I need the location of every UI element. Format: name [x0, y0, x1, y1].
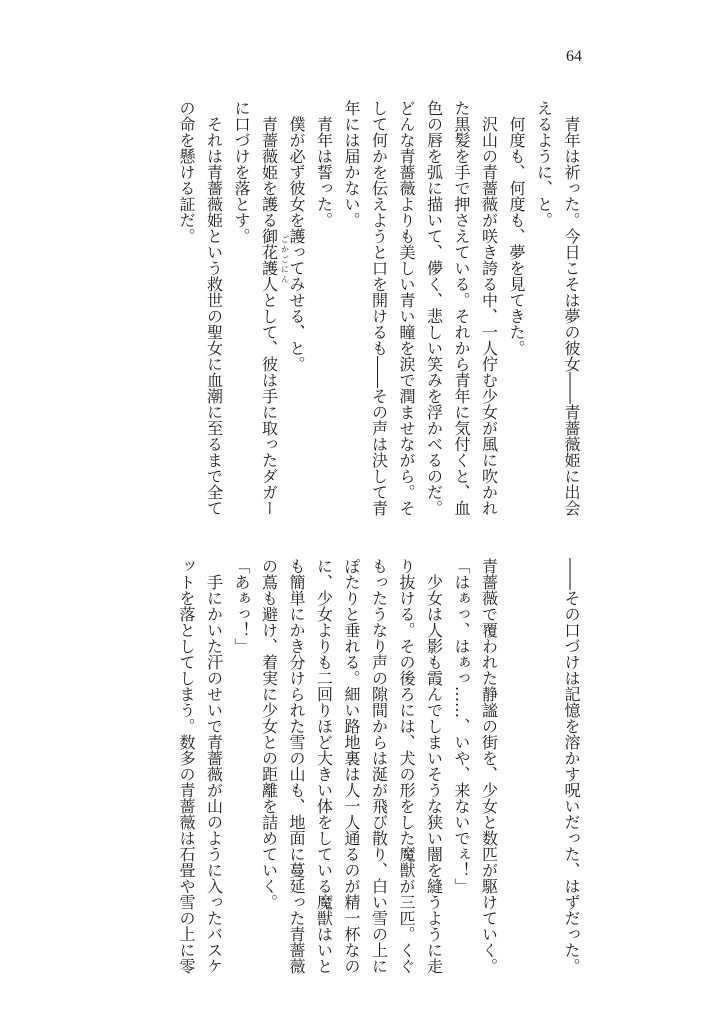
text-segment: 青薔薇姫を護る	[259, 116, 279, 228]
text-column: もったうなり声の隙間からは涎が飛び散り、白い雪の上に	[369, 558, 389, 974]
text-column: の命を懸ける証だ。	[177, 100, 196, 244]
text-column: も簡単にかき分けられた雪の山も、地面に蔓延った青薔薇	[287, 558, 306, 974]
upper-tier	[0, 100, 721, 540]
text-column: 「はぁっ、はぁっ……、いや、来ないでぇ！」	[452, 558, 471, 894]
text-column: それは青薔薇姫という救世の聖女に血潮に至るまで全て	[204, 116, 224, 516]
ruby-group	[259, 228, 290, 292]
text-column: 年には届かない。	[342, 100, 361, 228]
text-column: 少女は人影も霞んでしまいそうな狭い闇を縫うように走	[424, 574, 444, 974]
text-column: に口づけを落とす。	[232, 100, 251, 244]
text-segment: として、彼は手に取ったダガー	[259, 292, 279, 516]
text-column: ぽたりと垂れる。細い路地裏は人一人通るのが精一杯なの	[342, 558, 361, 974]
text-column: 何度も、何度も、夢を見てきた。	[507, 116, 526, 356]
page-number: 64	[566, 48, 582, 65]
text-column: 色の唇を弧に描いて、儚く、悲しい笑みを浮かべるのだ。	[424, 100, 444, 516]
text-column: た黒髪を手で押さえている。それから青年に気付くと、血	[452, 100, 471, 516]
text-column: 手にかいた汗のせいで青薔薇が山のように入ったバスケ	[204, 574, 224, 974]
text-column: して何かを伝えようと口を開けるも――その声は決して青	[369, 100, 389, 516]
text-column: 青年は誓った。	[314, 116, 334, 228]
text-column: ットを落としてしまう。数多の青薔薇は石畳や雪の上に零	[177, 558, 196, 974]
text-column: り抜ける。その後ろには、犬の形をした魔獣が三匹。くぐ	[397, 558, 416, 974]
text-column: 青年は祈った。今日こそは夢の彼女――青薔薇姫に出会	[562, 116, 581, 516]
text-column: どんな青薔薇よりも美しい青い瞳を涙で潤ませながら。そ	[397, 100, 416, 516]
furigana: ごかごにん	[280, 235, 290, 285]
text-column: 沢山の青薔薇が咲き誇る中、一人佇む少女が風に吹かれ	[479, 116, 499, 516]
text-column: えるように、と。	[534, 100, 554, 228]
text-column: 青薔薇で覆われた静謐の街を、少女と数匹が駆けていく。	[479, 558, 499, 974]
text-column: 僕が必ず彼女を護ってみせる、と。	[287, 116, 306, 372]
text-column: に、少女よりも二回りほど大きい体をしている魔獣はいと	[314, 558, 334, 974]
text-column: の蔦も避け、着実に少女との距離を詰めていく。	[259, 558, 279, 910]
ruby-base: 御花護人	[259, 228, 279, 292]
text-column-with-ruby	[259, 100, 290, 540]
text-column: 「あぁっ！」	[232, 558, 251, 654]
text-column: ――その口づけは記憶を溶かす呪いだった、はずだった。	[562, 558, 581, 974]
lower-tier	[0, 558, 721, 998]
